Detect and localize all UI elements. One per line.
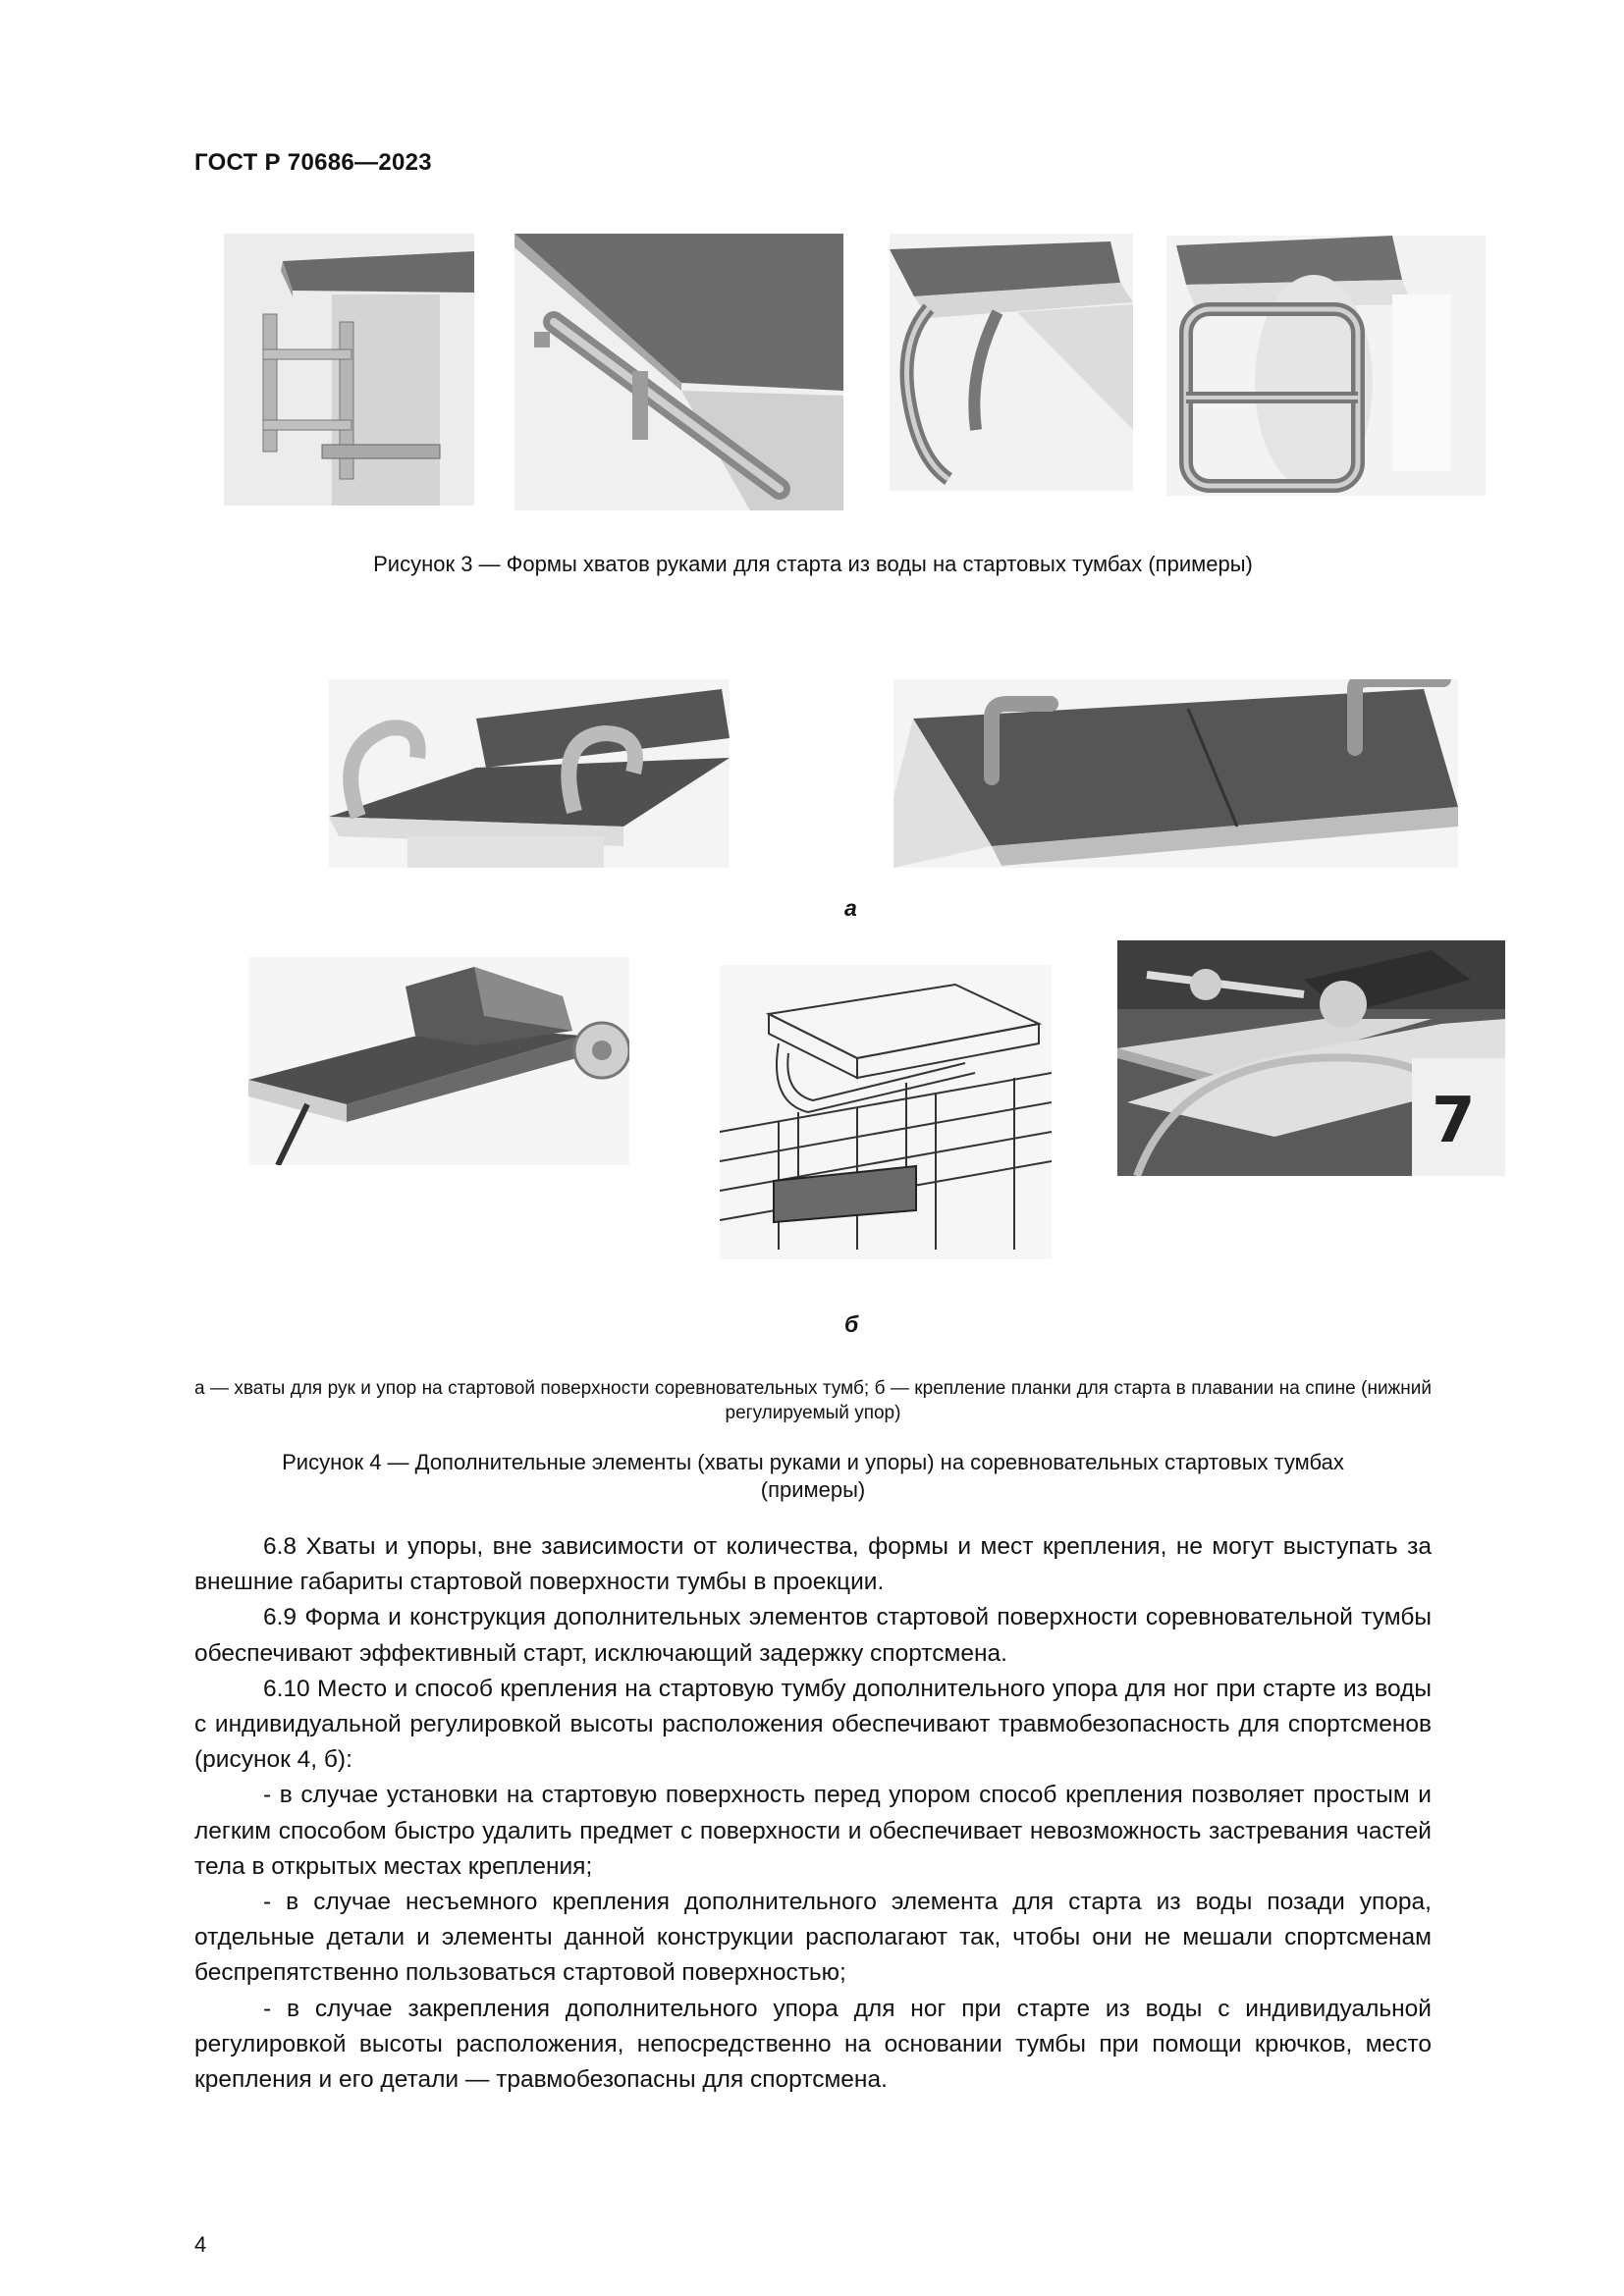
figure3-photo-1 <box>224 234 474 506</box>
figure4b-photo-1 <box>248 957 629 1165</box>
page-number: 4 <box>194 2232 207 2257</box>
body-text <box>194 1529 1432 2098</box>
figure4-label-b: б <box>844 1311 859 1337</box>
paragraph-6-9: 6.9 Форма и конструкция дополнительных элементов стартовой поверхности соревновательной тумбы обеспечивают эффективный старт, исключающий задержку спортсмена. <box>194 1604 1432 1667</box>
figure4b-photo-3 <box>1117 940 1505 1176</box>
figure3-caption: Рисунок 3 — Формы хватов руками для старта из воды на стартовых тумбах (примеры) <box>373 552 1253 576</box>
figure4a-photo-1 <box>329 679 730 868</box>
list-item: - в случае закрепления дополнительного упора для ног при старте из воды с индивидуальной регулировкой высоты расположения, непосредственно на основании тумбы при помощи крючков, место крепления и его детали — травмобезопасны для спортсмена. <box>194 1995 1432 2094</box>
figure4-legend: а — хваты для рук и упор на стартовой поверхности соревновательных тумб; б — крепление планки для старта в плавании на спине (нижний регулируемый упор) <box>194 1378 1432 1423</box>
paragraph-6-8: 6.8 Хваты и упоры, вне зависимости от количества, формы и мест крепления, не могут выступать за внешние габариты стартовой поверхности тумбы в проекции. <box>194 1533 1432 1596</box>
list-item: - в случае несъемного крепления дополнительного элемента для старта из воды позади упора, отдельные детали и элементы данной конструкции располагают так, чтобы они не мешали спортсменам беспрепятственно пользоваться стартовой поверхностью; <box>194 1889 1432 1987</box>
list-item: - в случае установки на стартовую поверхность перед упором способ крепления позволяет простым и легким способом быстро удалить предмет с поверхности и обеспечивает невозможность застревания частей тела в открытых местах крепления; <box>194 1782 1432 1880</box>
figure3-photo-2 <box>514 234 843 510</box>
figure3-photo-4 <box>1166 236 1486 496</box>
figure4a-photo-2 <box>893 679 1458 868</box>
document-code: ГОСТ Р 70686—2023 <box>194 149 432 176</box>
figure3-photo-3 <box>890 234 1133 491</box>
paragraph-6-10: 6.10 Место и способ крепления на стартовую тумбу дополнительного упора для ног при старте из воды с индивидуальной регулировкой высоты расположения обеспечивают травмобезопасность для спортсменов (рисунок 4, б): <box>194 1675 1432 1774</box>
figure4b-photo-2 <box>720 965 1052 1259</box>
figure4-caption-line1: Рисунок 4 — Дополнительные элементы (хваты руками и упоры) на соревновательных стартовых тумбах <box>282 1450 1344 1474</box>
figure4-label-a: а <box>844 895 857 921</box>
figure4-caption-line2: (примеры) <box>760 1477 866 1502</box>
photo-lane-number: 7 <box>1432 1085 1476 1157</box>
